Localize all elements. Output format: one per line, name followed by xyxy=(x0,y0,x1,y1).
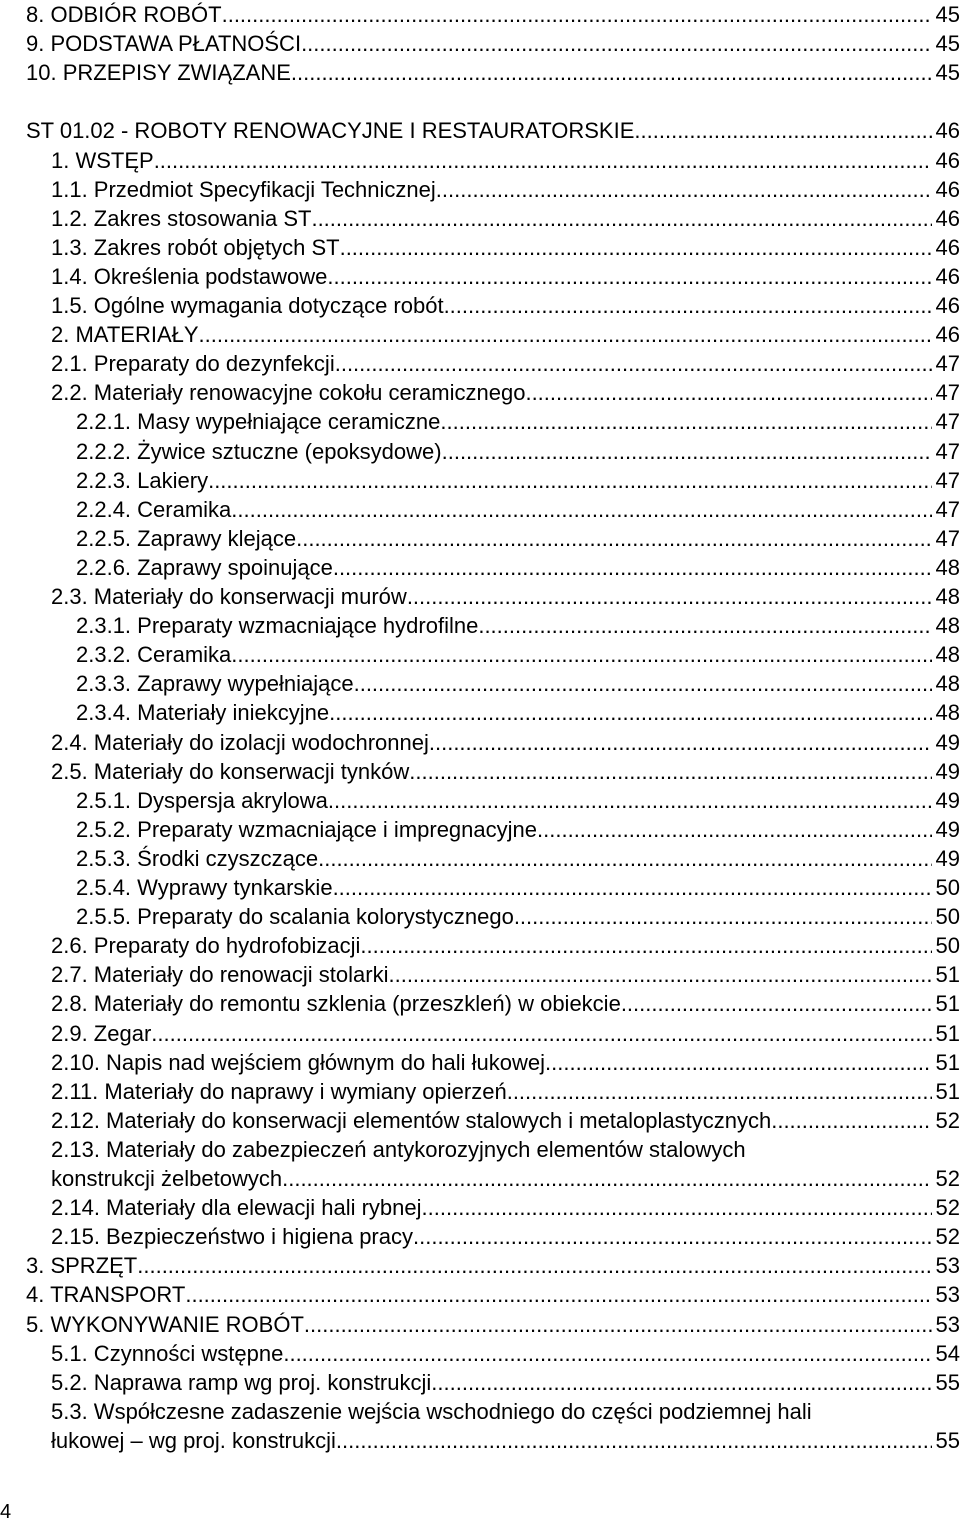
toc-entry[interactable] xyxy=(51,291,960,320)
toc-entry-title: 2.1. Preparaty do dezynfekcji xyxy=(51,351,335,377)
dot-leader xyxy=(388,960,931,989)
toc-entry[interactable] xyxy=(76,844,960,873)
dot-leader xyxy=(431,1368,931,1397)
toc-entry-title: 2.2.5. Zaprawy klejące xyxy=(76,525,297,551)
toc-entry-page: 47 xyxy=(935,496,960,522)
toc-entry[interactable] xyxy=(51,349,960,378)
toc-entry[interactable] xyxy=(26,1251,960,1280)
toc-entry[interactable] xyxy=(51,582,960,611)
toc-entry-page: 47 xyxy=(935,438,960,464)
dot-leader xyxy=(525,378,931,407)
toc-entry-page: 54 xyxy=(935,1340,960,1366)
dot-leader xyxy=(328,786,932,815)
toc-entry-title: 4. TRANSPORT xyxy=(26,1282,186,1308)
toc-entry-page: 51 xyxy=(935,962,960,988)
toc-entry-title: 2.3.4. Materiały iniekcyjne xyxy=(76,700,330,726)
toc-entry-title: 2.5.3. Środki czyszczące xyxy=(76,845,319,871)
toc-entry[interactable] xyxy=(76,902,960,931)
dot-leader xyxy=(333,873,932,902)
toc-entry-title: 2.4. Materiały do izolacji wodochronnej xyxy=(51,729,429,755)
toc-entry-title: 2.2.2. Żywice sztuczne (epoksydowe) xyxy=(76,438,442,464)
dot-leader xyxy=(296,524,931,553)
dot-leader xyxy=(222,0,932,29)
toc-entry-title: 2.3. Materiały do konserwacji murów xyxy=(51,584,407,609)
toc-entry-page: 46 xyxy=(935,263,960,289)
toc-entry[interactable] xyxy=(26,29,960,58)
toc-entry-title: 2.14. Materiały dla elewacji hali rybnej xyxy=(51,1195,422,1221)
toc-entry-page: 46 xyxy=(935,293,960,318)
toc-entry[interactable] xyxy=(51,175,960,204)
dot-leader xyxy=(185,1280,931,1309)
dot-leader xyxy=(444,291,932,320)
toc-entry[interactable] xyxy=(26,1280,960,1309)
dot-leader xyxy=(340,233,932,262)
toc-entry[interactable] xyxy=(26,116,960,145)
toc-entry[interactable] xyxy=(76,698,960,727)
toc-entry[interactable] xyxy=(76,873,960,902)
toc-entry-page: 51 xyxy=(935,991,960,1017)
toc-entry[interactable] xyxy=(51,1339,960,1368)
toc-entry-title: 9. PODSTAWA PŁATNOŚCI xyxy=(26,31,302,57)
toc-entry-page: 52 xyxy=(935,1165,960,1191)
toc-entry-page: 53 xyxy=(935,1311,960,1337)
toc-entry[interactable] xyxy=(51,1397,960,1455)
toc-entry-page: 55 xyxy=(935,1369,960,1395)
toc-entry-title: ST 01.02 - ROBOTY RENOWACYJNE I RESTAURATORSKIE xyxy=(26,118,635,144)
toc-entry[interactable] xyxy=(76,553,960,582)
toc-entry-title: 3. SPRZĘT xyxy=(26,1253,138,1279)
toc-entry-title: 2.3.2. Ceramika xyxy=(76,642,232,668)
toc-entry-title: 2.10. Napis nad wejściem głównym do hali łukowej xyxy=(51,1049,546,1075)
dot-leader xyxy=(151,1019,931,1048)
toc-entry[interactable] xyxy=(51,728,960,757)
toc-entry-title: 2.11. Materiały do naprawy i wymiany opierzeń xyxy=(51,1078,507,1104)
toc-entry[interactable] xyxy=(51,1019,960,1048)
toc-entry[interactable] xyxy=(51,931,960,960)
toc-entry-title: 2.15. Bezpieczeństwo i higiena pracy xyxy=(51,1224,413,1250)
toc-entry-page: 48 xyxy=(935,671,960,697)
toc-entry-title: 5.3. Współczesne zadaszenie wejścia wschodniego do części podziemnej hali xyxy=(51,1398,812,1424)
toc-entry-page: 46 xyxy=(935,147,960,173)
dot-leader xyxy=(413,1222,932,1251)
dot-leader xyxy=(283,1339,931,1368)
toc-entry[interactable] xyxy=(76,407,960,436)
toc-entry[interactable] xyxy=(51,233,960,262)
toc-entry-title-continued: konstrukcji żelbetowych xyxy=(51,1165,283,1191)
toc-entry-title: 1.4. Określenia podstawowe xyxy=(51,263,328,289)
toc-entry[interactable] xyxy=(51,378,960,407)
dot-leader xyxy=(360,931,931,960)
toc-entry[interactable] xyxy=(51,1193,960,1222)
toc-entry-page: 49 xyxy=(935,787,960,813)
toc-entry-title: 2.5.5. Preparaty do scalania kolorystycznego xyxy=(76,904,514,930)
dot-leader xyxy=(282,1164,931,1193)
dot-leader xyxy=(478,611,931,640)
dot-leader xyxy=(354,669,932,698)
toc-entry-title: 2.7. Materiały do renowacji stolarki xyxy=(51,962,389,988)
toc-entry-page: 49 xyxy=(935,758,960,784)
dot-leader xyxy=(407,582,932,611)
toc-entry-page: 45 xyxy=(935,2,960,27)
dot-leader xyxy=(514,902,932,931)
toc-entry-title: 2.5.2. Preparaty wzmacniające i impregnacyjne xyxy=(76,816,538,842)
dot-leader xyxy=(154,146,932,175)
toc-entry[interactable] xyxy=(51,960,960,989)
toc-entry[interactable] xyxy=(76,524,960,553)
toc-entry-title: 2.8. Materiały do remontu szklenia (przeszkleń) w obiekcie xyxy=(51,991,621,1017)
toc-entry-page: 48 xyxy=(935,642,960,668)
toc-entry-title: 5.1. Czynności wstępne xyxy=(51,1340,284,1366)
dot-leader xyxy=(329,698,931,727)
dot-leader xyxy=(304,1310,932,1339)
dot-leader xyxy=(333,553,932,582)
toc-entry-title: 2.2.3. Lakiery xyxy=(76,467,209,493)
toc-entry-title: 5. WYKONYWANIE ROBÓT xyxy=(26,1311,304,1337)
toc-entry-page: 46 xyxy=(935,176,960,202)
toc-entry[interactable] xyxy=(76,437,960,466)
dot-leader xyxy=(442,437,932,466)
toc-entry-title: 5.2. Naprawa ramp wg proj. konstrukcji xyxy=(51,1369,432,1395)
toc-entry[interactable] xyxy=(51,1222,960,1251)
dot-leader xyxy=(621,989,932,1018)
toc-entry-title: 2.3.3. Zaprawy wypełniające xyxy=(76,671,354,697)
toc-entry-page: 46 xyxy=(935,234,960,260)
toc-entry-title: 8. ODBIÓR ROBÓT xyxy=(26,2,222,27)
toc-entry-title: 1.2. Zakres stosowania ST xyxy=(51,205,312,231)
dot-leader xyxy=(537,815,932,844)
toc-entry[interactable] xyxy=(51,1048,960,1077)
toc-entry[interactable] xyxy=(76,495,960,524)
toc-entry-title: 2.2.4. Ceramika xyxy=(76,496,232,522)
dot-leader xyxy=(422,1193,932,1222)
toc-entry[interactable] xyxy=(76,786,960,815)
toc-entry-page: 49 xyxy=(935,729,960,755)
toc-entry-page: 45 xyxy=(935,60,960,86)
toc-entry-title: 1.1. Przedmiot Specyfikacji Technicznej xyxy=(51,176,436,202)
toc-entry-page: 46 xyxy=(935,205,960,231)
dot-leader xyxy=(336,1426,932,1455)
dot-leader xyxy=(507,1077,932,1106)
toc-entry-title: 2.5.4. Wyprawy tynkarskie xyxy=(76,875,333,900)
dot-leader xyxy=(318,844,931,873)
dot-leader xyxy=(137,1251,931,1280)
toc-entry[interactable] xyxy=(51,146,960,175)
toc-entry-title: 2.6. Preparaty do hydrofobizacji xyxy=(51,933,361,959)
toc-entry-page: 46 xyxy=(935,118,960,144)
toc-entry-page: 52 xyxy=(935,1107,960,1133)
dot-leader xyxy=(429,728,932,757)
toc-entry-page: 50 xyxy=(935,875,960,900)
dot-leader xyxy=(231,640,931,669)
toc-entry-title: 2. MATERIAŁY xyxy=(51,322,199,348)
toc-entry[interactable] xyxy=(76,815,960,844)
toc-entry-title: 2.12. Materiały do konserwacji elementów stalowych i metaloplastycznych xyxy=(51,1107,772,1133)
toc-entry-title: 2.2. Materiały renowacyjne cokołu ceramicznego xyxy=(51,380,526,406)
toc-entry-title-continued: łukowej – wg proj. konstrukcji xyxy=(51,1427,336,1453)
toc-entry[interactable] xyxy=(26,58,960,87)
toc-entry-title: 10. PRZEPISY ZWIĄZANE xyxy=(26,60,291,86)
dot-leader xyxy=(208,466,931,495)
toc-entry-page: 51 xyxy=(935,1049,960,1075)
toc-entry-page: 48 xyxy=(935,554,960,580)
toc-entry-page: 51 xyxy=(935,1020,960,1046)
toc-entry[interactable] xyxy=(51,1135,960,1193)
dot-leader xyxy=(409,757,931,786)
toc-entry-page: 46 xyxy=(935,322,960,348)
toc-entry-title: 2.2.1. Masy wypełniające ceramiczne xyxy=(76,409,441,435)
toc-entry-page: 50 xyxy=(935,933,960,959)
toc-entry-page: 50 xyxy=(935,904,960,930)
dot-leader xyxy=(440,407,931,436)
toc-entry-page: 49 xyxy=(935,816,960,842)
toc-entry-page: 52 xyxy=(935,1195,960,1221)
toc-entry-title: 2.9. Zegar xyxy=(51,1020,152,1046)
toc-entry[interactable] xyxy=(51,1106,960,1135)
toc-entry-page: 55 xyxy=(935,1427,960,1453)
toc-entry[interactable] xyxy=(51,262,960,291)
toc-entry-page: 52 xyxy=(935,1224,960,1250)
toc-entry-page: 47 xyxy=(935,467,960,493)
dot-leader xyxy=(436,175,932,204)
dot-leader xyxy=(771,1106,931,1135)
toc-entry-page: 48 xyxy=(935,613,960,639)
toc-entry-title: 1.3. Zakres robót objętych ST xyxy=(51,234,340,260)
toc-entry[interactable] xyxy=(51,1368,960,1397)
toc-entry-page: 45 xyxy=(935,31,960,57)
toc-entry-page: 48 xyxy=(935,700,960,726)
toc-entry[interactable] xyxy=(51,320,960,349)
toc-entry-title: 2.5. Materiały do konserwacji tynków xyxy=(51,758,410,784)
dot-leader xyxy=(231,495,931,524)
toc-entry[interactable] xyxy=(26,1310,960,1339)
toc-entry-title: 1. WSTĘP xyxy=(51,147,154,173)
toc-entry-page: 47 xyxy=(935,409,960,435)
dot-leader xyxy=(301,29,931,58)
toc-entry-page: 47 xyxy=(935,525,960,551)
toc-entry[interactable] xyxy=(76,466,960,495)
toc-entry-page: 51 xyxy=(935,1078,960,1104)
toc-entry[interactable] xyxy=(51,989,960,1018)
toc-entry-page: 49 xyxy=(935,845,960,871)
toc-entry[interactable] xyxy=(76,669,960,698)
dot-leader xyxy=(311,204,931,233)
toc-entry-title: 2.5.1. Dyspersja akrylowa xyxy=(76,787,328,813)
toc-entry-page: 48 xyxy=(935,584,960,609)
dot-leader xyxy=(199,320,932,349)
toc-entry[interactable] xyxy=(51,204,960,233)
toc-entry-page: 47 xyxy=(935,380,960,406)
toc-entry-title: 2.13. Materiały do zabezpieczeń antykorozyjnych elementów stalowych xyxy=(51,1136,746,1162)
page-number: 4 xyxy=(0,1501,12,1523)
toc-entry-title: 2.2.6. Zaprawy spoinujące xyxy=(76,554,333,580)
toc-entry-page: 53 xyxy=(935,1282,960,1308)
toc-entry-title: 1.5. Ogólne wymagania dotyczące robót xyxy=(51,293,444,318)
toc-entry-page: 47 xyxy=(935,351,960,377)
toc-entry[interactable] xyxy=(26,0,960,29)
dot-leader xyxy=(545,1048,931,1077)
toc-entry[interactable] xyxy=(76,611,960,640)
toc-entry[interactable] xyxy=(76,640,960,669)
dot-leader xyxy=(335,349,932,378)
dot-leader xyxy=(634,116,931,145)
toc-entry-page: 53 xyxy=(935,1253,960,1279)
dot-leader xyxy=(327,262,931,291)
toc-entry-title: 2.3.1. Preparaty wzmacniające hydrofilne xyxy=(76,613,479,639)
toc-entry[interactable] xyxy=(51,1077,960,1106)
dot-leader xyxy=(291,58,932,87)
toc-entry[interactable] xyxy=(51,757,960,786)
